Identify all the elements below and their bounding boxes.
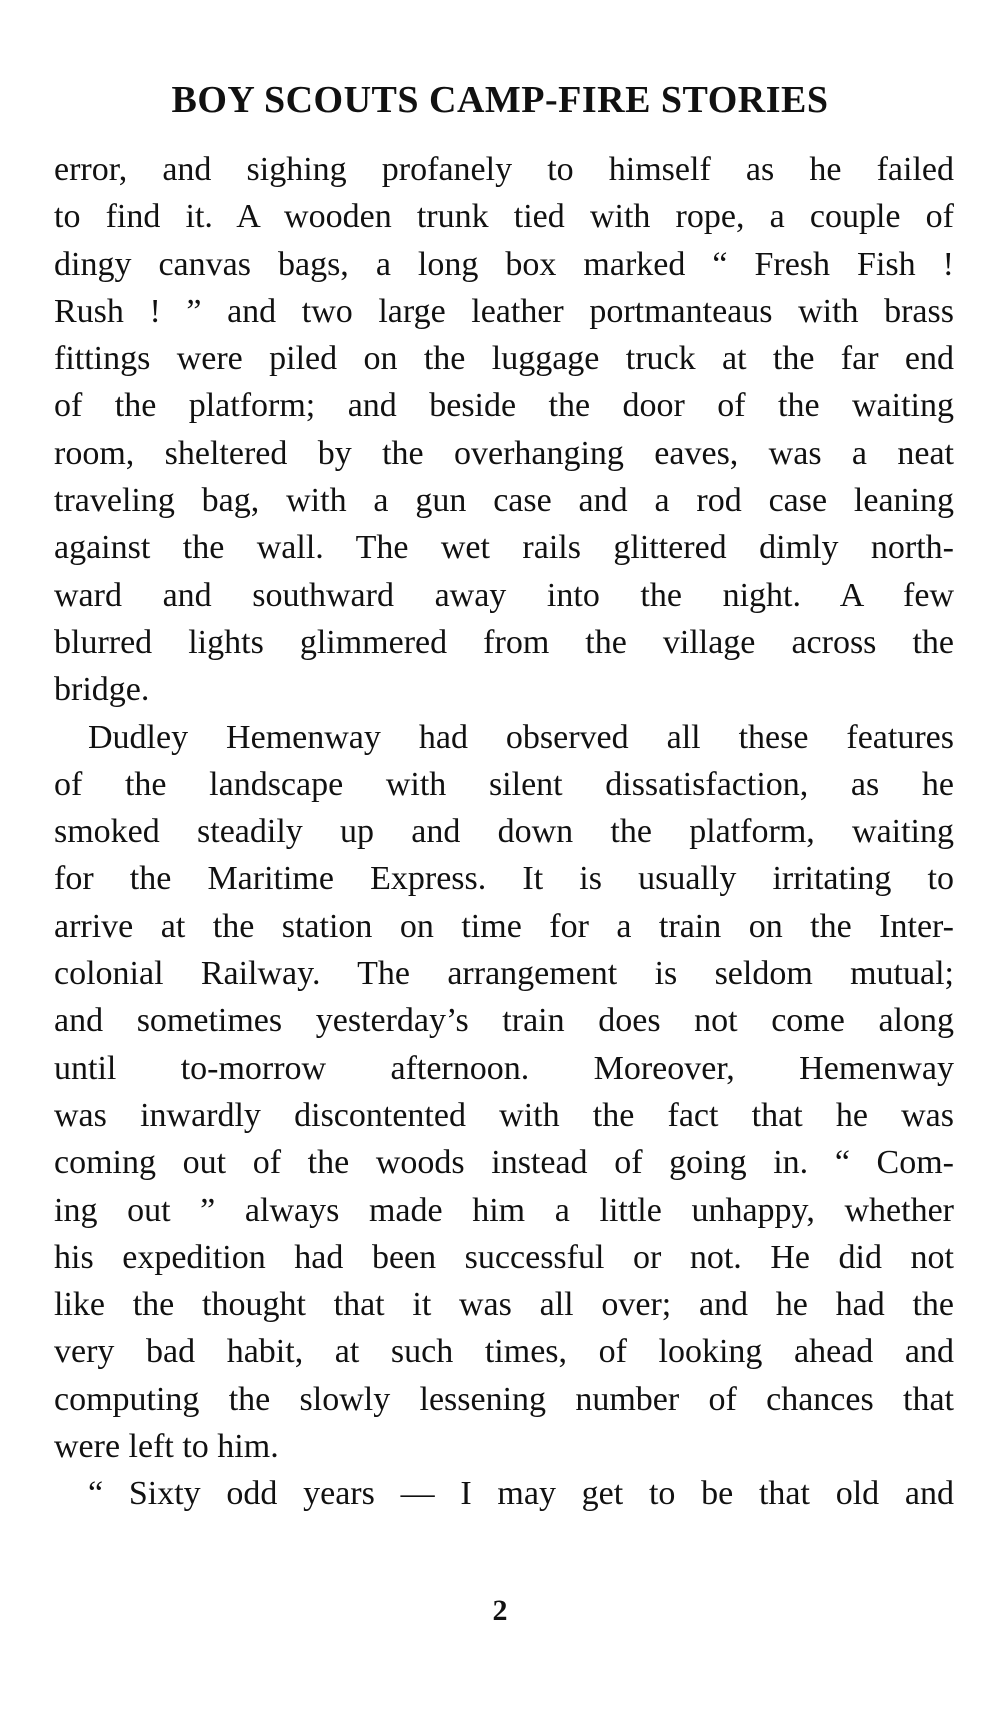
text-line: ward and southward away into the night. A few [54,576,954,614]
text-line: for the Maritime Express. It is usually irritating to [54,860,954,898]
paragraph-first-line: “ Sixty odd years — I may get to be that old and [88,1475,954,1513]
text-line: computing the slowly lessening number of chances that [54,1380,954,1418]
text-line: traveling bag, with a gun case and a rod case leaning [54,482,954,520]
paragraph-last-line: were left to him. [54,1428,279,1466]
text-line: ing out ” always made him a little unhappy, whether [54,1191,954,1229]
text-line: smoked steadily up and down the platform, waiting [54,813,954,851]
text-line: Rush ! ” and two large leather portmanteaus with brass [54,292,954,330]
paragraph-first-line: Dudley Hemenway had observed all these features [88,718,954,756]
text-line: of the platform; and beside the door of the waiting [54,387,954,425]
text-line: until to-morrow afternoon. Moreover, Hemenway [54,1049,954,1087]
text-line: against the wall. The wet rails glittered dimly north- [54,529,954,567]
text-line: colonial Railway. The arrangement is seldom mutual; [54,955,954,993]
text-line: dingy canvas bags, a long box marked “ Fresh Fish ! [54,245,954,283]
text-line: his expedition had been successful or not. He did not [54,1238,954,1276]
paragraph-last-line: bridge. [54,671,150,709]
text-line: blurred lights glimmered from the village across the [54,623,954,661]
text-line: fittings were piled on the luggage truck at the far end [54,340,954,378]
text-line: arrive at the station on time for a train on the Inter- [54,907,954,945]
text-line: was inwardly discontented with the fact that he was [54,1096,954,1134]
body-text [54,146,954,1518]
text-line: like the thought that it was all over; and he had the [54,1286,954,1324]
text-line: room, sheltered by the overhanging eaves, was a neat [54,434,954,472]
page-number: 2 [492,1594,508,1627]
text-line: and sometimes yesterday’s train does not come along [54,1002,954,1040]
text-line: error, and sighing profanely to himself as he failed [54,151,954,188]
running-head: BOY SCOUTS CAMP-FIRE STORIES [171,79,829,121]
text-line: coming out of the woods instead of going in. “ Com- [54,1144,954,1182]
text-line: of the landscape with silent dissatisfaction, as he [54,765,954,803]
text-line: very bad habit, at such times, of looking ahead and [54,1333,954,1371]
text-line: to find it. A wooden trunk tied with rope, a couple of [54,198,954,236]
